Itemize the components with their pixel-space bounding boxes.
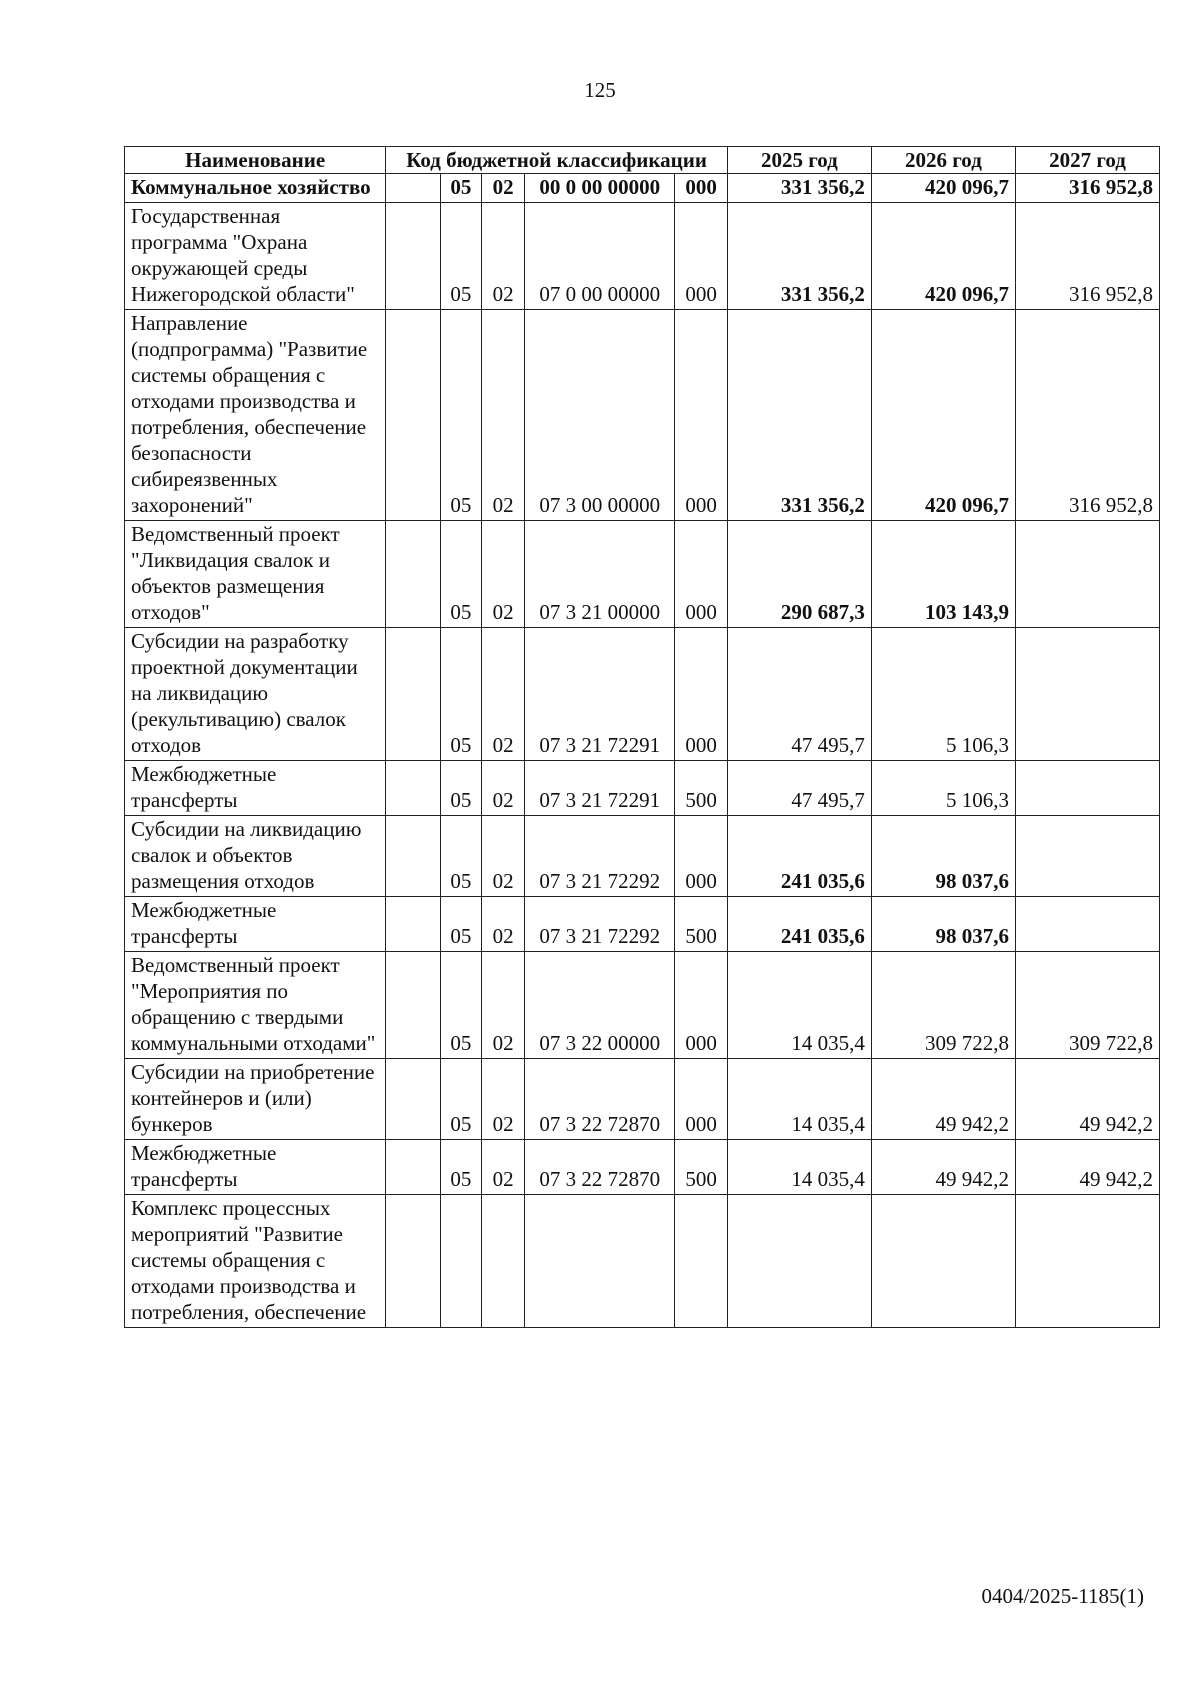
code-section: 05 bbox=[440, 174, 481, 203]
code-type: 500 bbox=[675, 897, 728, 952]
table-row bbox=[125, 310, 1160, 521]
value-2025 bbox=[727, 1195, 871, 1328]
code-type bbox=[675, 1195, 728, 1328]
code-subsection: 02 bbox=[481, 897, 524, 952]
code-blank bbox=[386, 816, 441, 897]
table-row bbox=[125, 897, 1160, 952]
row-name: Направление (подпрограмма) "Развитие системы обращения с отходами производства и потребления, обеспечение безопасности сибиреязвенных захоронений" bbox=[125, 310, 386, 521]
code-blank bbox=[386, 1059, 441, 1140]
code-section: 05 bbox=[440, 761, 481, 816]
value-2026: 420 096,7 bbox=[871, 310, 1015, 521]
code-blank bbox=[386, 897, 441, 952]
value-2025: 14 035,4 bbox=[727, 1059, 871, 1140]
value-2026: 98 037,6 bbox=[871, 897, 1015, 952]
value-2026: 420 096,7 bbox=[871, 174, 1015, 203]
table-header-row bbox=[125, 147, 1160, 174]
code-blank bbox=[386, 628, 441, 761]
value-2027 bbox=[1015, 816, 1159, 897]
value-2025: 14 035,4 bbox=[727, 952, 871, 1059]
code-target: 07 3 22 00000 bbox=[525, 952, 675, 1059]
value-2025: 47 495,7 bbox=[727, 761, 871, 816]
page-number: 125 bbox=[584, 78, 616, 102]
code-section: 05 bbox=[440, 952, 481, 1059]
value-2026: 420 096,7 bbox=[871, 203, 1015, 310]
code-type: 000 bbox=[675, 1059, 728, 1140]
code-type: 000 bbox=[675, 952, 728, 1059]
code-target: 07 3 21 72292 bbox=[525, 816, 675, 897]
code-target: 07 3 21 00000 bbox=[525, 521, 675, 628]
row-name: Межбюджетные трансферты bbox=[125, 1140, 386, 1195]
header-2026: 2026 год bbox=[871, 147, 1015, 174]
table-row bbox=[125, 174, 1160, 203]
code-blank bbox=[386, 310, 441, 521]
value-2025: 331 356,2 bbox=[727, 203, 871, 310]
code-section: 05 bbox=[440, 816, 481, 897]
row-name: Комплекс процессных мероприятий "Развитие системы обращения с отходами производства и потребления, обеспечение bbox=[125, 1195, 386, 1328]
code-subsection: 02 bbox=[481, 203, 524, 310]
code-target: 07 3 00 00000 bbox=[525, 310, 675, 521]
code-blank bbox=[386, 761, 441, 816]
row-name: Межбюджетные трансферты bbox=[125, 897, 386, 952]
row-name: Государственная программа "Охрана окружающей среды Нижегородской области" bbox=[125, 203, 386, 310]
code-target: 07 3 22 72870 bbox=[525, 1140, 675, 1195]
header-2027: 2027 год bbox=[1015, 147, 1159, 174]
code-section: 05 bbox=[440, 1059, 481, 1140]
table-row bbox=[125, 1195, 1160, 1328]
header-name: Наименование bbox=[125, 147, 386, 174]
code-subsection: 02 bbox=[481, 628, 524, 761]
table-row bbox=[125, 1059, 1160, 1140]
code-blank bbox=[386, 952, 441, 1059]
code-subsection: 02 bbox=[481, 1059, 524, 1140]
code-section bbox=[440, 1195, 481, 1328]
code-blank bbox=[386, 521, 441, 628]
value-2027: 316 952,8 bbox=[1015, 203, 1159, 310]
row-name: Ведомственный проект "Ликвидация свалок и объектов размещения отходов" bbox=[125, 521, 386, 628]
value-2027: 49 942,2 bbox=[1015, 1059, 1159, 1140]
value-2025: 331 356,2 bbox=[727, 174, 871, 203]
code-subsection: 02 bbox=[481, 1140, 524, 1195]
value-2027 bbox=[1015, 628, 1159, 761]
value-2025: 14 035,4 bbox=[727, 1140, 871, 1195]
value-2026: 98 037,6 bbox=[871, 816, 1015, 897]
value-2026: 309 722,8 bbox=[871, 952, 1015, 1059]
table-row bbox=[125, 761, 1160, 816]
row-name: Ведомственный проект "Мероприятия по обращению с твердыми коммунальными отходами" bbox=[125, 952, 386, 1059]
code-blank bbox=[386, 1195, 441, 1328]
code-target bbox=[525, 1195, 675, 1328]
table-row bbox=[125, 952, 1160, 1059]
value-2026 bbox=[871, 1195, 1015, 1328]
code-target: 07 3 21 72291 bbox=[525, 628, 675, 761]
code-section: 05 bbox=[440, 203, 481, 310]
code-section: 05 bbox=[440, 897, 481, 952]
code-type: 000 bbox=[675, 203, 728, 310]
value-2027 bbox=[1015, 897, 1159, 952]
header-code: Код бюджетной классификации bbox=[386, 147, 728, 174]
value-2026: 49 942,2 bbox=[871, 1059, 1015, 1140]
value-2027: 316 952,8 bbox=[1015, 174, 1159, 203]
value-2026: 49 942,2 bbox=[871, 1140, 1015, 1195]
code-section: 05 bbox=[440, 521, 481, 628]
value-2025: 331 356,2 bbox=[727, 310, 871, 521]
table-row bbox=[125, 628, 1160, 761]
table-row bbox=[125, 816, 1160, 897]
code-subsection bbox=[481, 1195, 524, 1328]
code-type: 000 bbox=[675, 310, 728, 521]
code-subsection: 02 bbox=[481, 816, 524, 897]
code-type: 500 bbox=[675, 761, 728, 816]
code-target: 07 3 21 72292 bbox=[525, 897, 675, 952]
code-subsection: 02 bbox=[481, 521, 524, 628]
value-2025: 47 495,7 bbox=[727, 628, 871, 761]
document-id: 0404/2025-1185(1) bbox=[981, 1584, 1144, 1608]
value-2026: 5 106,3 bbox=[871, 761, 1015, 816]
code-blank bbox=[386, 174, 441, 203]
table-row bbox=[125, 1140, 1160, 1195]
value-2026: 103 143,9 bbox=[871, 521, 1015, 628]
row-name: Субсидии на разработку проектной документации на ликвидацию (рекультивацию) свалок отходов bbox=[125, 628, 386, 761]
code-target: 07 0 00 00000 bbox=[525, 203, 675, 310]
value-2026: 5 106,3 bbox=[871, 628, 1015, 761]
row-name: Коммунальное хозяйство bbox=[125, 174, 386, 203]
code-subsection: 02 bbox=[481, 310, 524, 521]
value-2027: 316 952,8 bbox=[1015, 310, 1159, 521]
code-blank bbox=[386, 1140, 441, 1195]
row-name: Субсидии на ликвидацию свалок и объектов размещения отходов bbox=[125, 816, 386, 897]
value-2027 bbox=[1015, 521, 1159, 628]
value-2027: 309 722,8 bbox=[1015, 952, 1159, 1059]
code-blank bbox=[386, 203, 441, 310]
code-section: 05 bbox=[440, 1140, 481, 1195]
code-type: 000 bbox=[675, 816, 728, 897]
code-target: 07 3 22 72870 bbox=[525, 1059, 675, 1140]
value-2025: 241 035,6 bbox=[727, 816, 871, 897]
budget-table bbox=[124, 146, 1160, 1328]
value-2025: 241 035,6 bbox=[727, 897, 871, 952]
code-target: 07 3 21 72291 bbox=[525, 761, 675, 816]
code-type: 000 bbox=[675, 521, 728, 628]
value-2027 bbox=[1015, 761, 1159, 816]
value-2027 bbox=[1015, 1195, 1159, 1328]
value-2027: 49 942,2 bbox=[1015, 1140, 1159, 1195]
code-subsection: 02 bbox=[481, 761, 524, 816]
row-name: Субсидии на приобретение контейнеров и (или) бункеров bbox=[125, 1059, 386, 1140]
code-type: 500 bbox=[675, 1140, 728, 1195]
code-type: 000 bbox=[675, 628, 728, 761]
code-subsection: 02 bbox=[481, 174, 524, 203]
code-section: 05 bbox=[440, 628, 481, 761]
code-type: 000 bbox=[675, 174, 728, 203]
row-name: Межбюджетные трансферты bbox=[125, 761, 386, 816]
table-row bbox=[125, 203, 1160, 310]
code-target: 00 0 00 00000 bbox=[525, 174, 675, 203]
value-2025: 290 687,3 bbox=[727, 521, 871, 628]
code-subsection: 02 bbox=[481, 952, 524, 1059]
header-2025: 2025 год bbox=[727, 147, 871, 174]
code-section: 05 bbox=[440, 310, 481, 521]
table-row bbox=[125, 521, 1160, 628]
